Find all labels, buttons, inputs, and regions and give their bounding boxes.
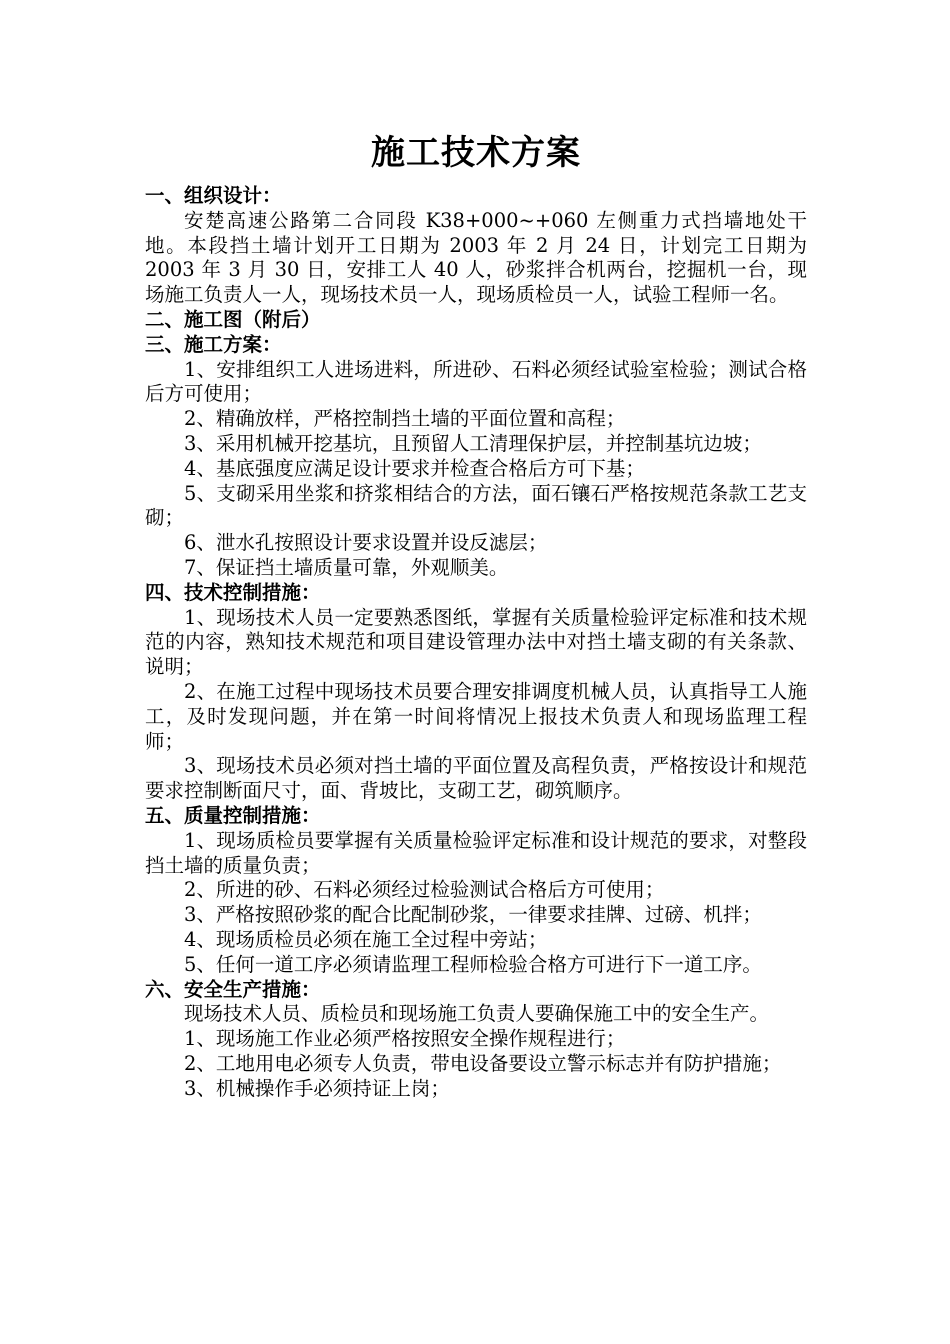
section-organization-design bbox=[145, 184, 807, 308]
list-item: 2、所进的砂、石料必须经过检验测试合格后方可使用； bbox=[184, 878, 665, 902]
list-item: 4、现场质检员必须在施工全过程中旁站； bbox=[184, 927, 548, 951]
section-heading: 四、技术控制措施： bbox=[145, 580, 321, 604]
list-item: 3、严格按照砂浆的配合比配制砂浆，一律要求挂牌、过磅、机拌； bbox=[184, 903, 762, 927]
section-technical-control bbox=[145, 581, 807, 804]
list-item: 3、现场技术员必须对挡土墙的平面位置及高程负责，严格按设计和规范要求控制断面尺寸，面、背坡比，支砌工艺，砌筑顺序。 bbox=[145, 754, 807, 803]
list-item: 1、现场技术人员一定要熟悉图纸，掌握有关质量检验评定标准和技术规范的内容，熟知技术规范和项目建设管理办法中对挡土墙支砌的有关条款、说明； bbox=[145, 605, 807, 679]
document-page bbox=[145, 122, 807, 1101]
list-item: 5、支砌采用坐浆和挤浆相结合的方法，面石镶石严格按规范条款工艺支砌； bbox=[145, 481, 807, 530]
list-item: 4、基底强度应满足设计要求并检查合格后方可下基； bbox=[184, 456, 645, 480]
section-quality-control bbox=[145, 804, 807, 978]
section-heading: 三、施工方案： bbox=[145, 332, 282, 356]
paragraph: 现场技术人员、质检员和现场施工负责人要确保施工中的安全生产。 bbox=[184, 1002, 770, 1026]
list-item: 2、工地用电必须专人负责，带电设备要设立警示标志并有防护措施； bbox=[184, 1051, 782, 1075]
list-item: 7、保证挡土墙质量可靠，外观顺美。 bbox=[184, 555, 509, 579]
list-item: 1、现场质检员要掌握有关质量检验评定标准和设计规范的要求，对整段挡土墙的质量负责； bbox=[145, 828, 807, 877]
section-heading: 六、安全生产措施： bbox=[145, 977, 321, 1001]
section-construction-plan bbox=[145, 333, 807, 581]
section-heading: 二、施工图（附后） bbox=[145, 307, 321, 331]
list-item: 1、现场施工作业必须严格按照安全操作规程进行； bbox=[184, 1027, 626, 1051]
section-heading: 五、质量控制措施： bbox=[145, 803, 321, 827]
section-construction-drawing bbox=[145, 308, 807, 333]
section-safety-production bbox=[145, 978, 807, 1102]
list-item: 6、泄水孔按照设计要求设置并设反滤层； bbox=[184, 531, 548, 555]
list-item: 2、在施工过程中现场技术员要合理安排调度机械人员，认真指导工人施工，及时发现问题，并在第一时间将情况上报技术负责人和现场监理工程师； bbox=[145, 679, 807, 753]
list-item: 5、任何一道工序必须请监理工程师检验合格方可进行下一道工序。 bbox=[184, 952, 762, 976]
section-heading: 一、组织设计： bbox=[145, 184, 282, 207]
list-item: 3、采用机械开挖基坑，且预留人工清理保护层，并控制基坑边坡； bbox=[184, 431, 762, 455]
list-item: 2、精确放样，严格控制挡土墙的平面位置和高程； bbox=[184, 407, 626, 431]
list-item: 1、安排组织工人进场进料，所进砂、石料必须经试验室检验；测试合格后方可使用； bbox=[145, 357, 807, 406]
paragraph: 安楚高速公路第二合同段 K38+000~+060 左侧重力式挡墙地处干地。本段挡土墙计划开工日期为 2003 年 2 月 24 日，计划完工日期为 2003 年 3 月 30 日，安排工人 40 人，砂浆拌合机两台，挖掘机一台，现场施工负责人一人，现场技术员一人，现场质检员一人，试验工程师一名。 bbox=[145, 208, 807, 307]
document-title: 施工技术方案 bbox=[371, 133, 581, 173]
list-item: 3、机械操作手必须持证上岗； bbox=[184, 1076, 450, 1100]
